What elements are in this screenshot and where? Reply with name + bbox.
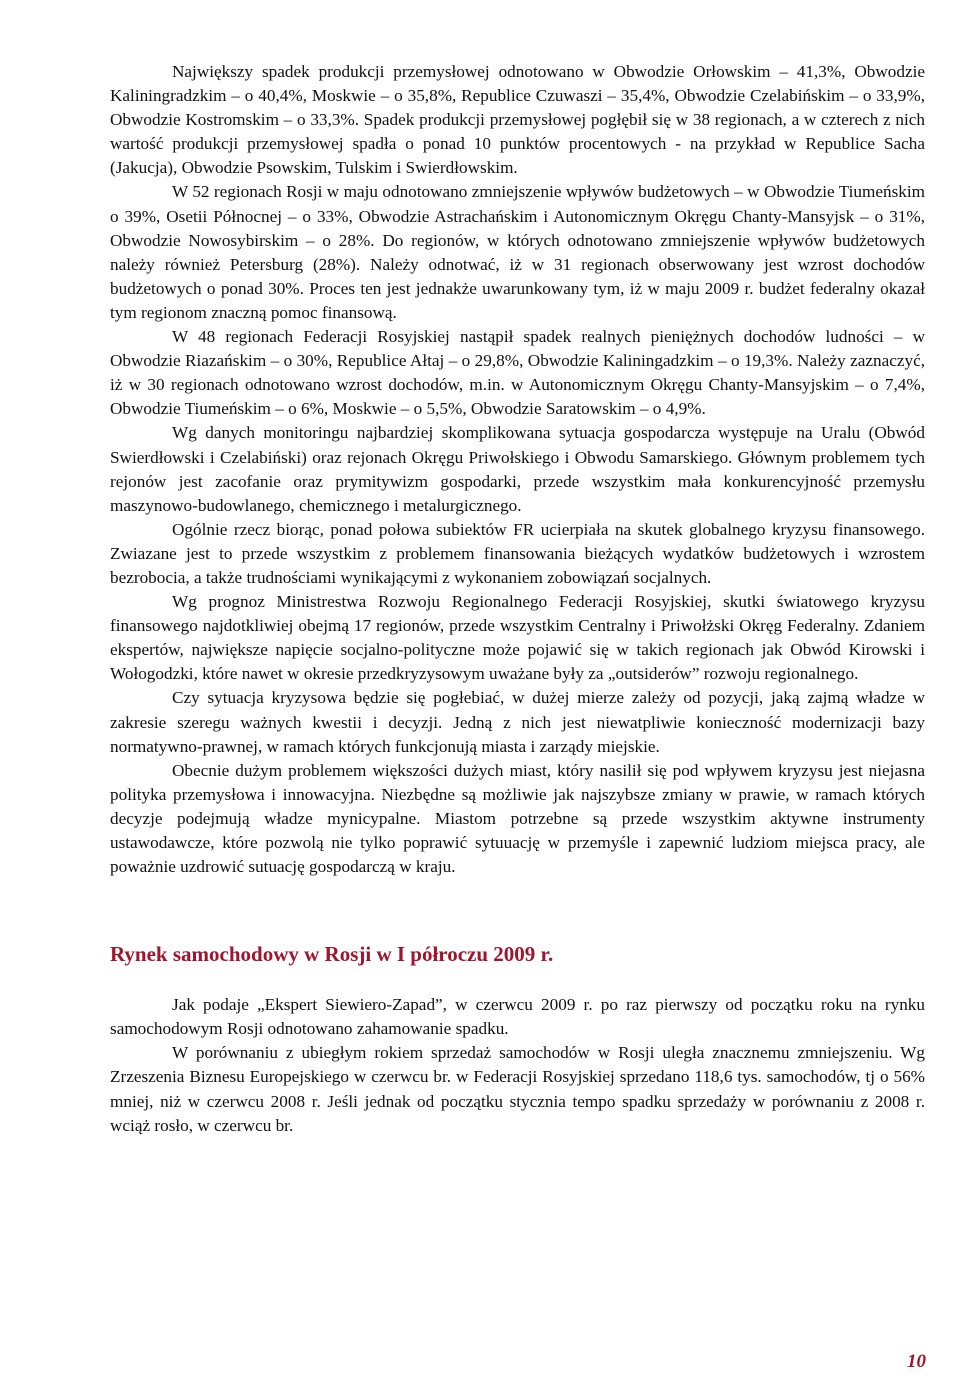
paragraph-1: Największy spadek produkcji przemysłowej odnotowano w Obwodzie Orłowskim – 41,3%, Obwodzie Kaliningradzkim – o 40,4%, Moskwie – o 35,8%, Republice Czuwaszi – 35,4%, Obwodzie Czelabińskim – o 33,9%, Obwodzie Kostromskim – o 33,3%. Spadek produkcji przemysłowej pogłębił się w 38 regionach, a w czterech z nich wartość produkcji przemysłowej spadła o ponad 10 punktów procentowych - na przykład w Republice Sacha (Jakucja), Obwodzie Psowskim, Tulskim i Swierdłowskim. bbox=[110, 62, 925, 178]
section-heading: Rynek samochodowy w Rosji w I półroczu 2009 r. bbox=[110, 942, 554, 967]
paragraph-2: W 52 regionach Rosji w maju odnotowano zmniejszenie wpływów budżetowych – w Obwodzie Tiumeńskim o 39%, Osetii Północnej – o 33%, Obwodzie Astrachańskim i Autonomicznym Okręgu Chanty-Mansyjsk – o 31%, Obwodzie Nowosybirskim – o 28%. Do regionów, w których odnotowano zmniejszenie wpływów budżetowych należy również Petersburg (28%). Należy odnotwać, iż w 31 regionach obserwowany jest wzrost dochodów budżetowych o ponad 30%. Proces ten jest jednakże uwarunkowany tym, iż w maju 2009 r. budżet federalny okazał tym regionom znaczną pomoc finansową. bbox=[110, 182, 925, 322]
paragraph-5: Ogólnie rzecz biorąc, ponad połowa subiektów FR ucierpiała na skutek globalnego kryzysu finansowego. Zwiazane jest to przede wszystkim z problemem finansowania bieżących wydatków budżetowych i wzrostem bezrobocia, a także trudnościami wynikającymi z wykonaniem zobowiązań socjalnych. bbox=[110, 519, 925, 587]
paragraph-3: W 48 regionach Federacji Rosyjskiej nastąpił spadek realnych pieniężnych dochodów ludności – w Obwodzie Riazańskim – o 30%, Republice Ałtaj – o 29,8%, Obwodzie Kaliningadzkim – o 19,3%. Należy zaznaczyć, iż w 30 regionach odnotowano wzrost dochodów, m.in. w Autonomicznym Okręgu Chanty-Mansyjskim – o 7,4%, Obwodzie Tiumeńskim – o 6%, Moskwie – o 5,5%, Obwodzie Saratowskim – o 4,9%. bbox=[110, 327, 925, 419]
paragraph-4: Wg danych monitoringu najbardziej skomplikowana sytuacja gospodarcza występuje na Uralu (Obwód Swierdłowski i Czelabiński) oraz rejonach Okręgu Priwołskiego i Obwodu Samarskiego. Głównym problemem tych rejonów jest zacofanie oraz prymitywizm gospodarki, przede wszystkim mała konkurencyjność przemysłu maszynowo-budowlanego, chemicznego i metalurgicznego. bbox=[110, 423, 925, 515]
paragraph-10: W porównaniu z ubiegłym rokiem sprzedaż samochodów w Rosji uległa znacznemu zmniejszeniu. Wg Zrzeszenia Biznesu Europejskiego w czerwcu br. w Federacji Rosyjskiej sprzedano 118,6 tys. samochodów, tj o 56% mniej, niż w czerwcu 2008 r. Jeśli jednak od początku stycznia tempo spadku sprzedaży w porównaniu z 2008 r. wciąż rosło, w czerwcu br. bbox=[110, 1043, 925, 1135]
paragraph-9: Jak podaje „Ekspert Siewiero-Zapad”, w czerwcu 2009 r. po raz pierwszy od początku roku na rynku samochodowym Rosji odnotowano zahamowanie spadku. bbox=[110, 995, 925, 1039]
paragraph-8: Obecnie dużym problemem większości dużych miast, który nasilił się pod wpływem kryzysu jest niejasna polityka przemysłowa i innowacyjna. Niezbędne są możliwie jak najszybsze zmiany w prawie, w ramach których decyzje podejmują władze mynicypalne. Miastom potrzebne są przede wszystkim aktywne instrumenty ustawodawcze, które pozwolą nie tylko poprawić sytuuację w przemyśle i zapewnić ludziom miejsca pracy, ale poważnie uzdrowić sutuację gospodarczą w kraju. bbox=[110, 760, 925, 877]
page-number: 10 bbox=[907, 1351, 926, 1372]
paragraph-7: Czy sytuacja kryzysowa będzie się pogłebiać, w dużej mierze zależy od pozycji, jaką zajmą władze w zakresie szeregu ważnych kwestii i decyzji. Jedną z nich jest niewatpliwie konieczność modernizacji bazy normatywno-prawnej, w ramach których funkcjonują miasta i zarządy miejskie. bbox=[110, 688, 925, 756]
document-body bbox=[110, 60, 925, 1138]
paragraph-6: Wg prognoz Ministrestwa Rozwoju Regionalnego Federacji Rosyjskiej, skutki światowego kryzysu finansowego najdotkliwiej obejmą 17 regionów, przede wszystkim Centralny i Priwołżski Okręg Federalny. Zdaniem ekspertów, największe napięcie socjalno-polityczne może pojawić się w takich regionach jak Obwód Kirowski i Wołogodzki, które nawet w okresie przedkryzysowym uważane były za „outsiderów” rozwoju regionalnego. bbox=[110, 592, 925, 684]
